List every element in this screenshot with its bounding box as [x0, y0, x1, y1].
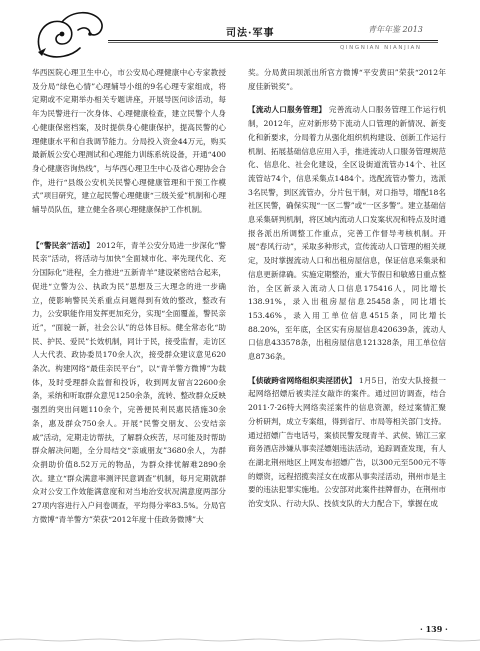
- article-heading: 【侦破跨省网络组织卖淫团伙】: [248, 375, 357, 385]
- decorative-swirl-icon: [32, 4, 106, 64]
- right-column: [248, 66, 446, 626]
- header-rule-thin: [108, 42, 438, 43]
- page-header: [0, 0, 480, 70]
- article-text: 2012年，青羊公安分局进一步深化“警民亲”活动，将活动与加快“全面城市化、率先现代化、充分国际化”进程，全力推进“五新青羊”建设紧密结合起来，促进“立警为公、执政为民”思想及三大理念的进一步确立，使影响警民关系重点问题得到有效的整改，整改有力，公安职能作用发挥更加充分，实现“全面覆盖，警民亲近”，“面貌一新，社会公认”的总体目标。健全常态化“助民、护民、爱民”长效机制，同计于民，接受监督，走访区人大代表、政协委员170余人次，接受群众建议意见620条次。构建网络“最佳亲民平台”，以“青羊警方微博”为载体，及时受理群众监督和投诉，收到网友留言22600余条，采纳和听取群众意见1250余条，流转、整改群众反映强烈的突出问题110余个，完善便民利民惠民措施30余条，惠及群众750余人。开展“民警交朋友、公安结亲戚”活动，定期走访帮扶，了解群众疾苦，尽可能及时帮助群众解决问题，全分局结交“亲戚朋友”3680余人，为群众捐助价值8.52万元的物品，为群众排忧解难2890余次。建立“群众满意率测评民意调查”机制，每月定期就群众对公安工作效能满意度和对当地治安状况满意度两部分27项内容进行入户问卷调查，平均得分率83.5%。分局官方微博“青羊警方”荣获“2012年度十佳政务微博”大: [32, 240, 226, 524]
- body-paragraph: 奖。分局黄田坝派出所官方微博“平安黄田”荣获“2012年度佳新锐奖”。: [248, 68, 446, 91]
- section-title: 司法·军事: [226, 28, 275, 39]
- article-text: 完善流动人口服务管理工作运行机制，2012年，应对新形势下流动人口管理的新情况、新变化和新要求，分局着力从强化组织机构建设、创新工作运行机制、拓展基础信息应用入手，推进流动人口服务管理规范化、信息化、社会化建设，全区设街道流管办14个、社区流管站74个，信息采集点1484个。选配流管办警力，选派3名民警，到区流管办，分片包干制，对口指导，增配18名社区民警，确保实现“一区二警”或“一区多警”。建立基础信息采集研判机制，将区域内流动人口发案状况和特点及时通报各派出所调整工作重点，完善工作督导考核机制。开展“春风行动”，采取多种形式，宣传流动人口管理的相关规定，及时掌握流动人口和出租房屋信息，保证信息采集录和信息更新律确。实施定期整治，重大节假日和敏感日重点整治，全区新录入流动人口信息175416人，同比增长138.91%，录入出租房屋信息25458条，同比增长153.46%，录入用工单位信息4515条，同比增长88.20%，至年底，全区实有房屋信息420639条，流动人口信息433578条，出租房屋信息121328条，用工单位信息8736条。: [248, 105, 446, 362]
- page-number: · 139 ·: [420, 624, 448, 634]
- body-paragraph: 华西医院心理卫生中心，市公安局心理健康中心专家教授及分局“绿色心情”心理辅导小组的9名心理专家组成，将定期或不定期举办相关专题讲座，开展导医问诊活动，每年为民警进行一次身体、心理健康检查，建立民警个人身心健康保密档案，及时提供身心健康保护，提高民警的心理健康水平和自我调节能力。分局投入资金44万元，购买最新版公安心理测试和心理能力训练系统设备，开通“400身心健康咨询热线”，与华西心理卫生中心及省心理协会合作，进行“县级公安机关民警心理健康管理和干预工作模式”项目研究，建立起民警心理健康“三级关爱”机制和心理辅导员队伍，建立健全各项心理健康保护工作机制。: [32, 68, 226, 215]
- brand-label: 青年年鉴 2013: [368, 25, 423, 34]
- brand-subtitle: QINGNIAN NIANJIAN: [340, 45, 422, 51]
- footer-wavy-line: [0, 638, 480, 642]
- article-text: 1月5日，治安大队接报一起网络招嫖后被卖淫女敲诈的案件。通过回访调查，结合2011·7·26特大网络卖淫案件的信息资源，经过案情汇聚分析研判，成立专案组，得到省厅、市局等相关部门支持。通过招嫖广告电话号，案侦民警发现青羊、武侯、锦江三家商务酒店涉嫌从事卖淫嫖娼违法活动，追踪调查发现，有人在湖北荆州地区上网发布招嫖广告，以300元至500元不等的嫖资，远程招揽卖淫女在成都从事卖淫活动，荆州市是主要的违法犯罪实施地。公安部对此案件挂牌督办，在荆州市治安支队、行动大队、技侦支队的大力配合下，掌握在成: [248, 375, 446, 509]
- article-heading: 【流动人口服务管理】: [248, 105, 327, 115]
- article-paragraph: [248, 103, 446, 363]
- article-paragraph: [248, 374, 446, 511]
- article-heading: 【“警民亲”活动】: [32, 240, 94, 250]
- left-column: [32, 66, 226, 626]
- article-paragraph: [32, 239, 226, 527]
- header-rule: [108, 40, 438, 41]
